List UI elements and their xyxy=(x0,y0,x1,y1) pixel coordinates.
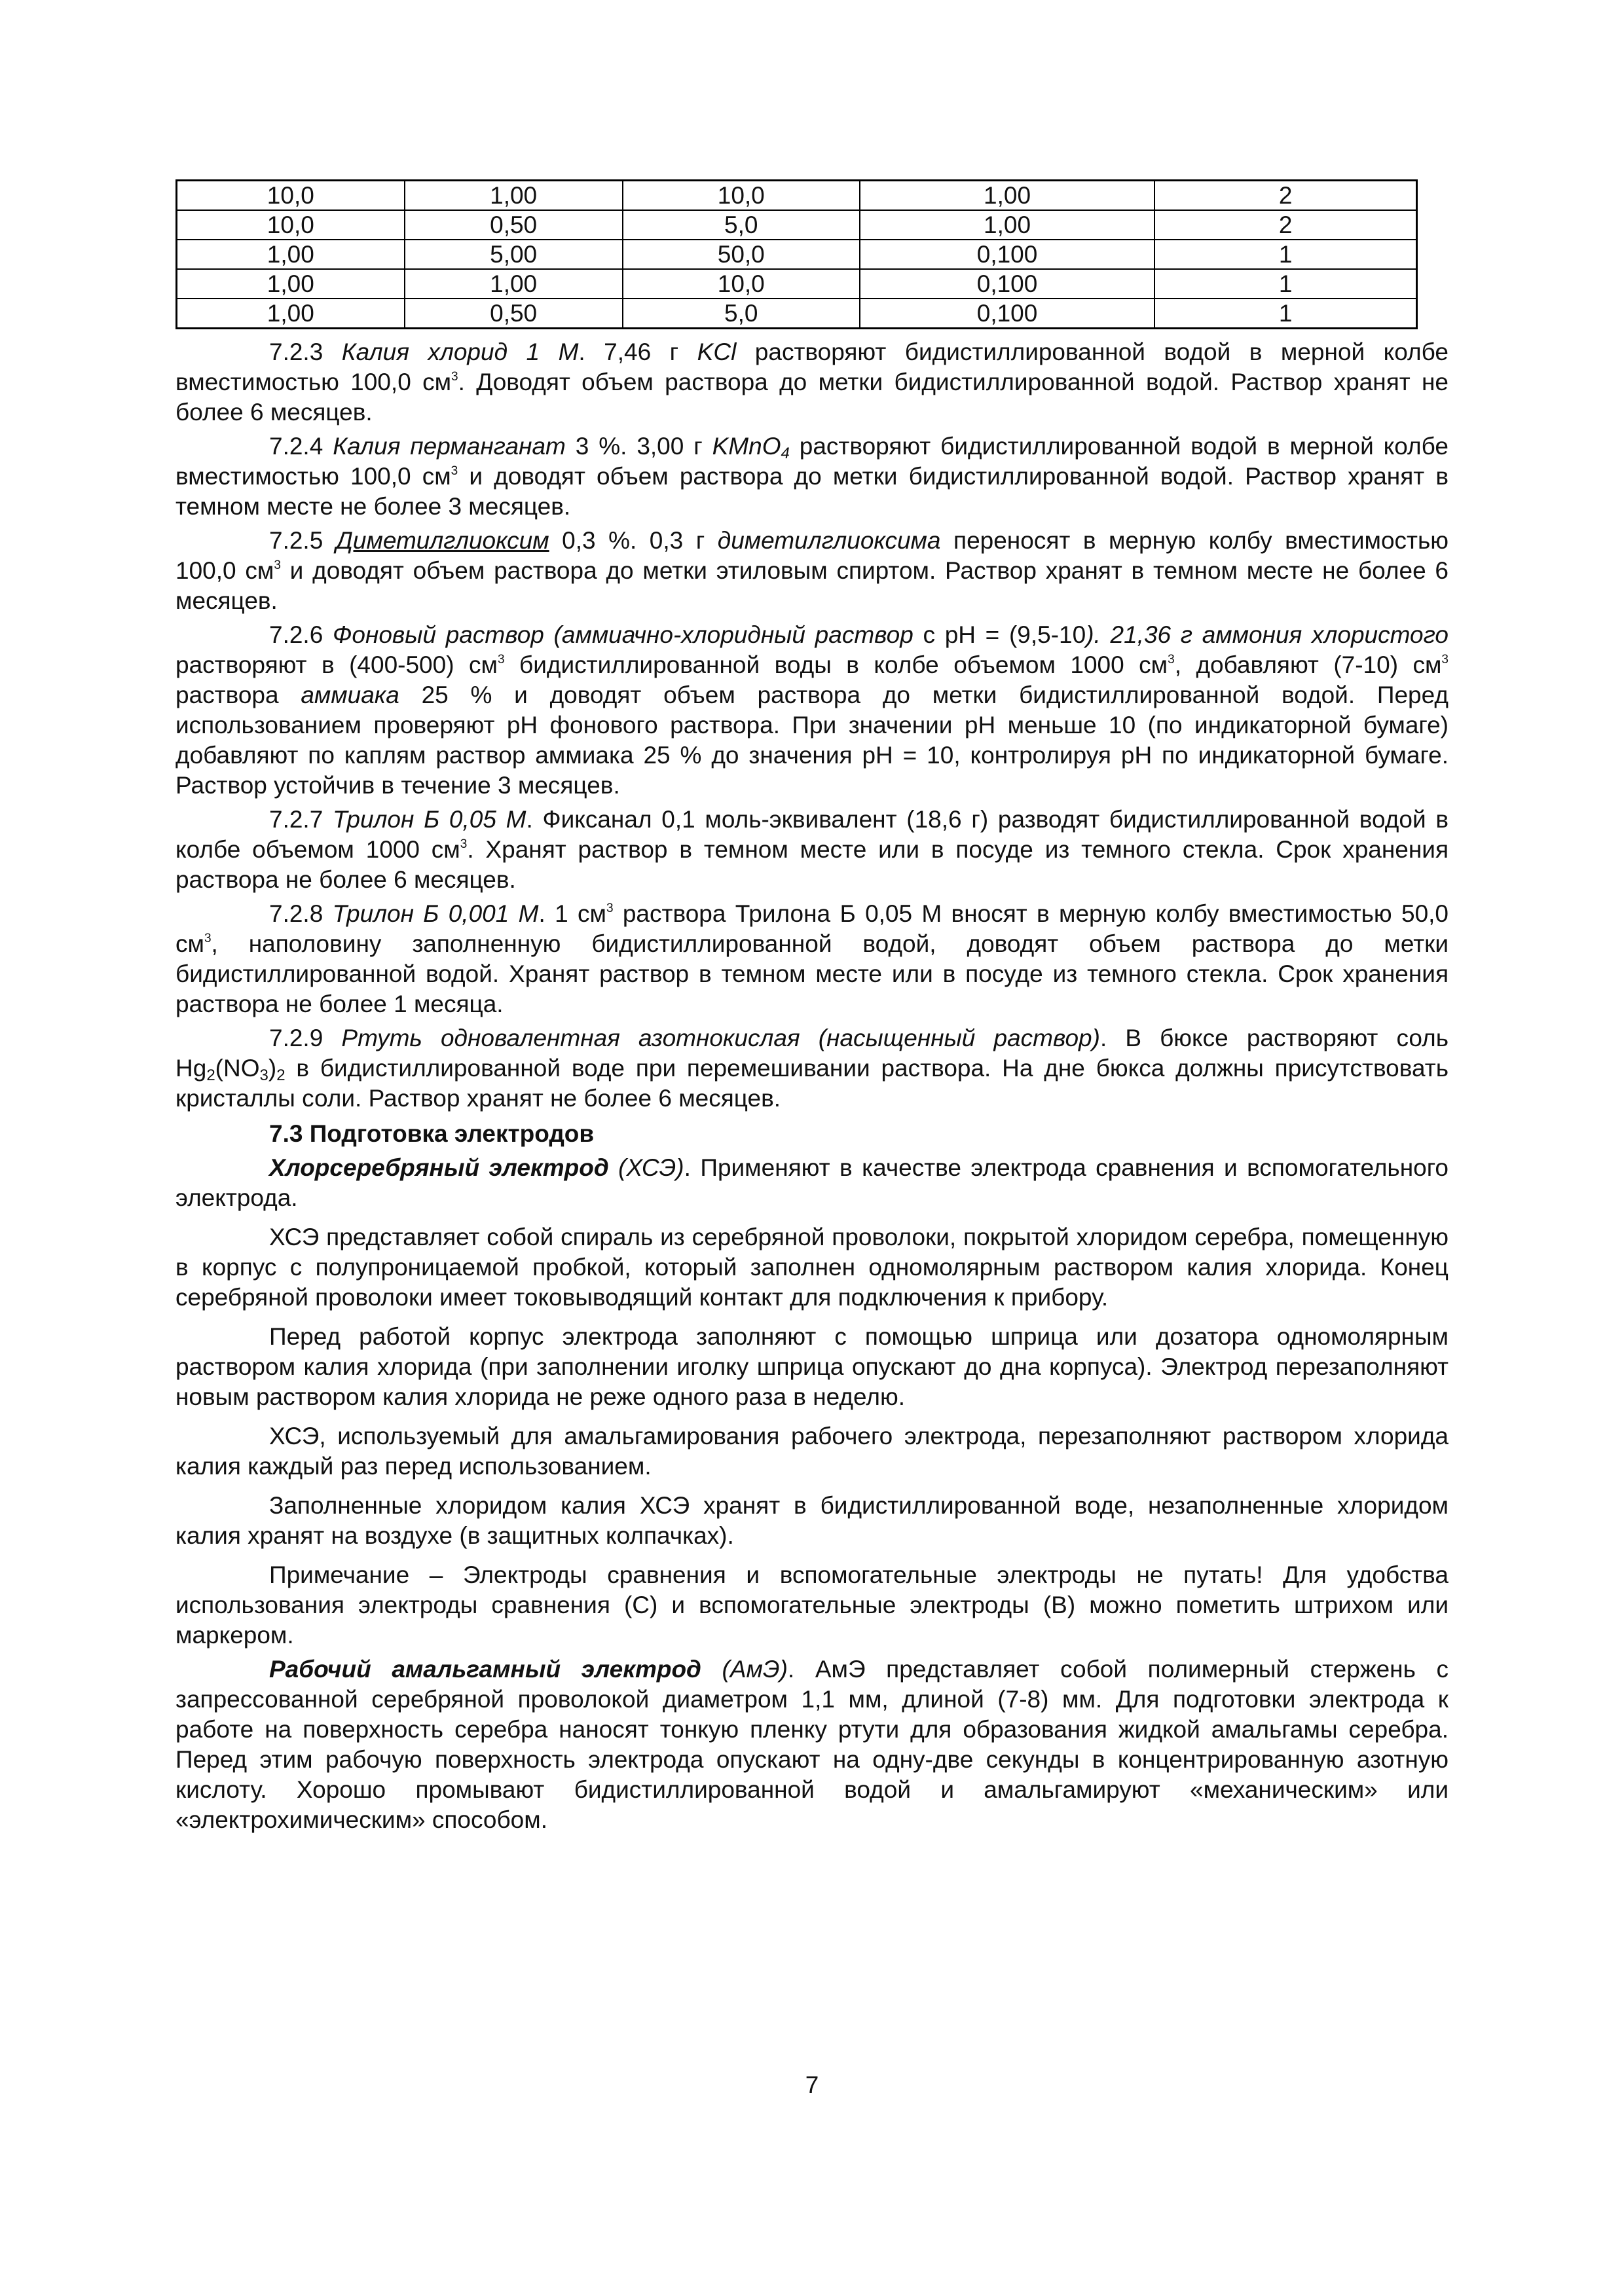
paragraph-7-2-8: 7.2.8 Трилон Б 0,001 М. 1 $см^3$ раствора Трилона Б 0,05 М вносят в мерную колбу вместимостью 50,0 $см^3$, наполовину заполненную бидистиллированной водой, доводят объем раствора до метки бидистиллированной водой. Хранят раствор в темном месте или в посуде из темного стекла. Срок хранения раствора не более 1 месяца. xyxy=(175,900,1449,1017)
table-row xyxy=(177,240,1417,269)
paragraph-7-2-5: 7.2.5 Диметилглиоксим 0,3 %. 0,3 г диметилглиоксима переносят в мерную колбу вместимостью 100,0 $см^3$ и доводят объем раствора до метки этиловым спиртом. Раствор хранят в темном месте не более 6 месяцев. xyxy=(175,527,1449,614)
table-cell: 10,0 xyxy=(177,210,405,240)
table-row xyxy=(177,181,1417,211)
paragraph-xse-description: ХСЭ представляет собой спираль из серебряной проволоки, покрытой хлоридом серебра, помещенную в корпус с полупроницаемой пробкой, который заполнен одномолярным раствором калия хлорида. Конец серебряной проволоки имеет токовыводящий контакт для подключения к прибору. xyxy=(175,1224,1449,1311)
paragraph-xse-filling: Перед работой корпус электрода заполняют с помощью шприца или дозатора одномолярным раствором калия хлорида (при заполнении иголку шприца опускают до дна корпуса). Электрод перезаполняют новым раствором калия хлорида не реже одного раза в неделю. xyxy=(175,1323,1449,1410)
paragraph-xse-storage: Заполненные хлоридом калия ХСЭ хранят в бидистиллированной воде, незаполненные хлоридом калия хранят на воздухе (в защитных колпачках). xyxy=(175,1492,1449,1549)
table-cell: 10,0 xyxy=(177,181,405,211)
table-cell: 1,00 xyxy=(177,240,405,269)
table-cell: 1,00 xyxy=(860,210,1154,240)
paragraph-ame: Рабочий амальгамный электрод (АмЭ). АмЭ представляет собой полимерный стержень с запрессованной серебряной проволокой диаметром 1,1 мм, длиной (7-8) мм. Для подготовки электрода к работе на поверхность серебра наносят тонкую пленку ртути для образования жидкой амальгамы серебра. Перед этим рабочую поверхность электрода опускают на одну-две секунды в концентрированную азотную кислоту. Хорошо промывают бидистиллированной водой и амальгамируют «механическим» или «электрохимическим» способом. xyxy=(175,1656,1449,1833)
table-cell: 5,00 xyxy=(405,240,623,269)
table-cell: 1,00 xyxy=(860,181,1154,211)
table-cell: 1,00 xyxy=(177,269,405,299)
paragraph-7-2-7: 7.2.7 Трилон Б 0,05 М. Фиксанал 0,1 моль-эквивалент (18,6 г) разводят бидистиллированной водой в колбе объемом 1000 $см^3$. Хранят раствор в темном месте или в посуде из темного стекла. Срок хранения раствора не более 6 месяцев. xyxy=(175,806,1449,893)
table-cell: 1 xyxy=(1154,240,1416,269)
table-cell: 10,0 xyxy=(623,269,860,299)
table-cell: 50,0 xyxy=(623,240,860,269)
table-cell: 0,50 xyxy=(405,210,623,240)
table-row xyxy=(177,210,1417,240)
table-row xyxy=(177,269,1417,299)
section-heading-7-3: 7.3 Подготовка электродов xyxy=(269,1120,595,1147)
paragraph-xse-intro: Хлорсеребряный электрод (ХСЭ). Применяют в качестве электрода сравнения и вспомогательного электрода. xyxy=(175,1154,1449,1211)
data-table xyxy=(175,179,1418,329)
table-cell: 0,100 xyxy=(860,240,1154,269)
table-cell: 5,0 xyxy=(623,210,860,240)
paragraph-7-2-3: 7.2.3 Калия хлорид 1 М. 7,46 г KCl растворяют бидистиллированной водой в мерной колбе вместимостью 100,0 $см^3$. Доводят объем раствора до метки бидистиллированной водой. Раствор хранят не более 6 месяцев. xyxy=(175,338,1449,426)
paragraph-note: Примечание – Электроды сравнения и вспомогательные электроды не путать! Для удобства использования электроды сравнения (С) и вспомогательные электроды (В) можно пометить штрихом или маркером. xyxy=(175,1561,1449,1649)
paragraph-7-2-4: 7.2.4 Калия перманганат 3 %. 3,00 г KMnO$_4$ растворяют бидистиллированной водой в мерной колбе вместимостью 100,0 $см^3$ и доводят объем раствора до метки бидистиллированной водой. Раствор хранят в темном месте не более 3 месяцев. xyxy=(175,433,1449,520)
table-row xyxy=(177,299,1417,329)
document-page xyxy=(175,179,1449,1835)
page-number: 7 xyxy=(805,2071,819,2098)
table-cell: 2 xyxy=(1154,210,1416,240)
table-cell: 2 xyxy=(1154,181,1416,211)
paragraph-xse-amalgam: ХСЭ, используемый для амальгамирования рабочего электрода, перезаполняют раствором хлорида калия каждый раз перед использованием. xyxy=(175,1423,1449,1480)
data-table-body xyxy=(177,181,1417,329)
table-cell: 1,00 xyxy=(405,181,623,211)
paragraph-7-2-6: 7.2.6 Фоновый раствор (аммиачно-хлоридный раствор с рН = (9,5-10). 21,36 г аммония хлористого растворяют в (400-500) $см^3$ бидистиллированной воды в колбе объемом 1000 $см^3$, добавляют (7-10) $см^3$ раствора аммиака 25 % и доводят объем раствора до метки бидистиллированной водой. Перед использованием проверяют рН фонового раствора. При значении рН меньше 10 (по индикаторной бумаге) добавляют по каплям раствор аммиака 25 % до значения рН = 10, контролируя рН по индикаторной бумаге. Раствор устойчив в течение 3 месяцев. xyxy=(175,621,1449,799)
table-cell: 1,00 xyxy=(177,299,405,329)
table-cell: 5,0 xyxy=(623,299,860,329)
table-cell: 1,00 xyxy=(405,269,623,299)
table-cell: 0,100 xyxy=(860,299,1154,329)
paragraph-7-2-9: 7.2.9 Ртуть одновалентная азотнокислая (насыщенный раствор). В бюксе растворяют соль $Hg_2(NO_3)_2$ в бидистиллированной воде при перемешивании раствора. На дне бюкса должны присутствовать кристаллы соли. Раствор хранят не более 6 месяцев. xyxy=(175,1025,1449,1112)
table-cell: 1 xyxy=(1154,299,1416,329)
table-cell: 0,100 xyxy=(860,269,1154,299)
table-cell: 1 xyxy=(1154,269,1416,299)
table-cell: 0,50 xyxy=(405,299,623,329)
table-cell: 10,0 xyxy=(623,181,860,211)
